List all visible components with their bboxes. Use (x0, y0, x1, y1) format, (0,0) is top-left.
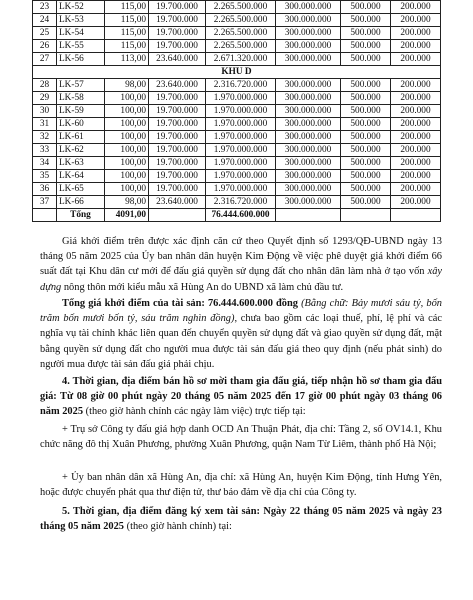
cell-viewing-fee: 200.000 (391, 170, 441, 183)
cell-area: 115,00 (105, 1, 149, 14)
cell-deposit: 300.000.000 (276, 92, 341, 105)
cell-dossier-fee: 500.000 (341, 79, 391, 92)
cell-unit-price: 19.700.000 (149, 92, 206, 105)
cell-dossier-fee: 500.000 (341, 157, 391, 170)
cell-area: 100,00 (105, 92, 149, 105)
cell-row-number: 27 (33, 53, 57, 66)
cell-lot-code: LK-61 (57, 131, 105, 144)
cell-viewing-fee: 200.000 (391, 118, 441, 131)
cell-starting-price: 1.970.000.000 (206, 118, 276, 131)
land-lots-table (32, 0, 441, 222)
cell-dossier-fee: 500.000 (341, 105, 391, 118)
paragraph-text: Giá khởi điểm trên được xác định căn cứ theo Quyết định số 1293/QĐ-UBND ngày 13 tháng 05 năm 2025 của Ủy ban nhân dân huyện Kim Động về việc phê duyệt giá khởi điểm 66 suất đất tại Khu dân cư mới để đấu giá quyền sử dụng đất cho nhân dân làm nhà ở tạo vốn (40, 236, 442, 278)
cell-unit-price: 19.700.000 (149, 144, 206, 157)
cell-row-number: 33 (33, 144, 57, 157)
cell-unit-price: 19.700.000 (149, 27, 206, 40)
cell-row-number: 36 (33, 183, 57, 196)
table-row (33, 131, 441, 144)
cell-deposit: 300.000.000 (276, 14, 341, 27)
cell-lot-code: LK-66 (57, 196, 105, 209)
cell-row-number: 37 (33, 196, 57, 209)
cell-lot-code: LK-62 (57, 144, 105, 157)
cell-lot-code: LK-52 (57, 1, 105, 14)
cell-starting-price: 1.970.000.000 (206, 144, 276, 157)
cell-row-number: 31 (33, 118, 57, 131)
table-row (33, 196, 441, 209)
total-row (33, 209, 441, 222)
cell-row-number: 25 (33, 27, 57, 40)
cell-row-number: 28 (33, 79, 57, 92)
paragraph-starting-price-basis (40, 234, 442, 295)
section-5-viewing-period (40, 504, 442, 534)
cell-viewing-fee: 200.000 (391, 1, 441, 14)
cell-viewing-fee: 200.000 (391, 92, 441, 105)
cell-dossier-fee: 500.000 (341, 170, 391, 183)
cell-unit-price: 23.640.000 (149, 53, 206, 66)
cell-viewing-fee: 200.000 (391, 196, 441, 209)
paragraph-company-address (40, 422, 442, 452)
section-4-heading: 4. Thời gian, địa điểm bán hồ sơ mời tham gia đấu giá, tiếp nhận hồ sơ tham gia đấu giá: Từ 08 giờ 00 phút ngày 20 tháng 05 năm 2025 đến 17 giờ 00 phút ngày 03 tháng 06 năm 2025 (40, 376, 442, 418)
paragraph-text: + Ủy ban nhân dân xã Hùng An, địa chỉ: xã Hùng An, huyện Kim Động, tỉnh Hưng Yên, hoặc được chuyển phát qua thư điện tử, thư bảo đảm về địa chỉ của Công ty. (40, 472, 442, 499)
cell-lot-code: LK-64 (57, 170, 105, 183)
cell-unit-price: 19.700.000 (149, 157, 206, 170)
section-label: KHU D (33, 66, 441, 79)
table-section (33, 66, 441, 79)
table-row (33, 92, 441, 105)
cell-starting-price: 2.316.720.000 (206, 79, 276, 92)
cell-viewing-fee: 200.000 (391, 27, 441, 40)
cell-lot-code: LK-63 (57, 157, 105, 170)
cell-dossier-fee: 500.000 (341, 14, 391, 27)
paragraph-commune-address (40, 470, 442, 500)
cell-starting-price: 1.970.000.000 (206, 92, 276, 105)
cell-deposit: 300.000.000 (276, 1, 341, 14)
cell-lot-code: LK-58 (57, 92, 105, 105)
total-empty-cell (391, 209, 441, 222)
cell-deposit: 300.000.000 (276, 196, 341, 209)
paragraph-text: (theo giờ hành chính các ngày làm việc) trực tiếp tại: (83, 406, 306, 418)
cell-starting-price: 2.671.320.000 (206, 53, 276, 66)
cell-starting-price: 1.970.000.000 (206, 183, 276, 196)
cell-area: 100,00 (105, 183, 149, 196)
total-price-heading: Tổng giá khởi điểm của tài sản: 76.444.600.000 đồng (62, 298, 298, 309)
cell-row-number: 34 (33, 157, 57, 170)
cell-lot-code: LK-56 (57, 53, 105, 66)
cell-deposit: 300.000.000 (276, 144, 341, 157)
cell-area: 98,00 (105, 79, 149, 92)
table-row (33, 79, 441, 92)
cell-deposit: 300.000.000 (276, 183, 341, 196)
cell-unit-price: 19.700.000 (149, 183, 206, 196)
cell-deposit: 300.000.000 (276, 157, 341, 170)
cell-area: 100,00 (105, 118, 149, 131)
cell-lot-code: LK-57 (57, 79, 105, 92)
cell-starting-price: 1.970.000.000 (206, 157, 276, 170)
cell-area: 115,00 (105, 14, 149, 27)
cell-area: 100,00 (105, 157, 149, 170)
cell-deposit: 300.000.000 (276, 27, 341, 40)
cell-viewing-fee: 200.000 (391, 14, 441, 27)
total-empty-cell (276, 209, 341, 222)
cell-unit-price: 19.700.000 (149, 40, 206, 53)
paragraph-text: nông thôn mới kiểu mẫu xã Hùng An do UBND xã làm chủ đầu tư. (61, 281, 344, 293)
table-body-upper (33, 1, 441, 66)
cell-unit-price: 19.700.000 (149, 1, 206, 14)
cell-lot-code: LK-65 (57, 183, 105, 196)
table-row (33, 1, 441, 14)
cell-deposit: 300.000.000 (276, 40, 341, 53)
cell-unit-price: 23.640.000 (149, 196, 206, 209)
cell-starting-price: 2.265.500.000 (206, 40, 276, 53)
cell-viewing-fee: 200.000 (391, 157, 441, 170)
cell-starting-price: 1.970.000.000 (206, 131, 276, 144)
cell-row-number: 26 (33, 40, 57, 53)
total-label: Tổng (57, 209, 105, 222)
table-row (33, 144, 441, 157)
cell-area: 98,00 (105, 196, 149, 209)
cell-viewing-fee: 200.000 (391, 131, 441, 144)
paragraph-italic-text: xây dựng (40, 266, 442, 293)
cell-deposit: 300.000.000 (276, 131, 341, 144)
cell-dossier-fee: 500.000 (341, 118, 391, 131)
paragraph-text: + Trụ sở Công ty đấu giá hợp danh OCD An Thuận Phát, địa chỉ: Tầng 2, số OV14.1, Khu chức năng đô thị Xuân Phương, phường Xuân Phương, quận Nam Từ Liêm, thành phố Hà Nội; (40, 424, 442, 451)
section-row (33, 66, 441, 79)
cell-starting-price: 2.265.500.000 (206, 14, 276, 27)
table-row (33, 27, 441, 40)
cell-dossier-fee: 500.000 (341, 40, 391, 53)
table-row (33, 118, 441, 131)
cell-dossier-fee: 500.000 (341, 1, 391, 14)
cell-row-number: 24 (33, 14, 57, 27)
cell-viewing-fee: 200.000 (391, 144, 441, 157)
cell-lot-code: LK-53 (57, 14, 105, 27)
cell-deposit: 300.000.000 (276, 170, 341, 183)
table-row (33, 40, 441, 53)
cell-unit-price: 19.700.000 (149, 131, 206, 144)
cell-viewing-fee: 200.000 (391, 53, 441, 66)
cell-lot-code: LK-54 (57, 27, 105, 40)
cell-deposit: 300.000.000 (276, 79, 341, 92)
cell-area: 100,00 (105, 144, 149, 157)
cell-area: 115,00 (105, 40, 149, 53)
cell-starting-price: 2.265.500.000 (206, 27, 276, 40)
cell-viewing-fee: 200.000 (391, 183, 441, 196)
cell-starting-price: 2.316.720.000 (206, 196, 276, 209)
cell-deposit: 300.000.000 (276, 118, 341, 131)
cell-viewing-fee: 200.000 (391, 40, 441, 53)
cell-starting-price: 1.970.000.000 (206, 170, 276, 183)
total-area: 4091,00 (105, 209, 149, 222)
cell-dossier-fee: 500.000 (341, 131, 391, 144)
cell-viewing-fee: 200.000 (391, 79, 441, 92)
paragraph-text: (theo giờ hành chính) tại: (124, 521, 232, 533)
table-row (33, 105, 441, 118)
cell-dossier-fee: 500.000 (341, 183, 391, 196)
cell-starting-price: 2.265.500.000 (206, 1, 276, 14)
cell-area: 100,00 (105, 170, 149, 183)
section-4-application-period (40, 374, 442, 420)
cell-dossier-fee: 500.000 (341, 144, 391, 157)
section-5-heading: 5. Thời gian, địa điểm đăng ký xem tài sản: Ngày 22 tháng 05 năm 2025 và ngày 23 tháng 05 năm 2025 (40, 506, 442, 533)
cell-starting-price: 1.970.000.000 (206, 105, 276, 118)
cell-row-number: 32 (33, 131, 57, 144)
cell-lot-code: LK-59 (57, 105, 105, 118)
cell-dossier-fee: 500.000 (341, 27, 391, 40)
cell-row-number: 30 (33, 105, 57, 118)
cell-dossier-fee: 500.000 (341, 53, 391, 66)
cell-area: 100,00 (105, 105, 149, 118)
cell-row-number: 35 (33, 170, 57, 183)
paragraph-total-price (40, 296, 442, 372)
paragraph-text: , chưa bao gồm các loại thuế, phí, lệ phí và các nghĩa vụ tài chính khác liên quan đến chuyển quyền sử dụng đất và giao quyền sử dụng đất, mặt bằng quyền sử dụng đất cho người mua được tài sản đấu giá theo quy định (nếu phát sinh) do người mua được tài sản đấu giá phải chịu. (40, 313, 442, 370)
cell-area: 115,00 (105, 27, 149, 40)
table-row (33, 14, 441, 27)
cell-deposit: 300.000.000 (276, 105, 341, 118)
total-empty-cell (341, 209, 391, 222)
table-body-lower (33, 79, 441, 209)
table-row (33, 157, 441, 170)
total-empty-cell (33, 209, 57, 222)
cell-unit-price: 19.700.000 (149, 118, 206, 131)
cell-row-number: 29 (33, 92, 57, 105)
cell-viewing-fee: 200.000 (391, 105, 441, 118)
total-value: 76.444.600.000 (206, 209, 276, 222)
cell-unit-price: 23.640.000 (149, 79, 206, 92)
cell-lot-code: LK-60 (57, 118, 105, 131)
total-price-in-words: (Bằng chữ: Bảy mươi sáu tỷ, bốn trăm bốn mươi bốn tỷ, sáu trăm nghìn đồng) (40, 298, 442, 325)
cell-area: 113,00 (105, 53, 149, 66)
table-footer (33, 209, 441, 222)
cell-dossier-fee: 500.000 (341, 196, 391, 209)
table-row (33, 53, 441, 66)
cell-area: 100,00 (105, 131, 149, 144)
cell-lot-code: LK-55 (57, 40, 105, 53)
table-row (33, 183, 441, 196)
cell-unit-price: 19.700.000 (149, 14, 206, 27)
cell-unit-price: 19.700.000 (149, 105, 206, 118)
table-row (33, 170, 441, 183)
cell-unit-price: 19.700.000 (149, 170, 206, 183)
cell-dossier-fee: 500.000 (341, 92, 391, 105)
cell-deposit: 300.000.000 (276, 53, 341, 66)
cell-row-number: 23 (33, 1, 57, 14)
total-empty-cell (149, 209, 206, 222)
